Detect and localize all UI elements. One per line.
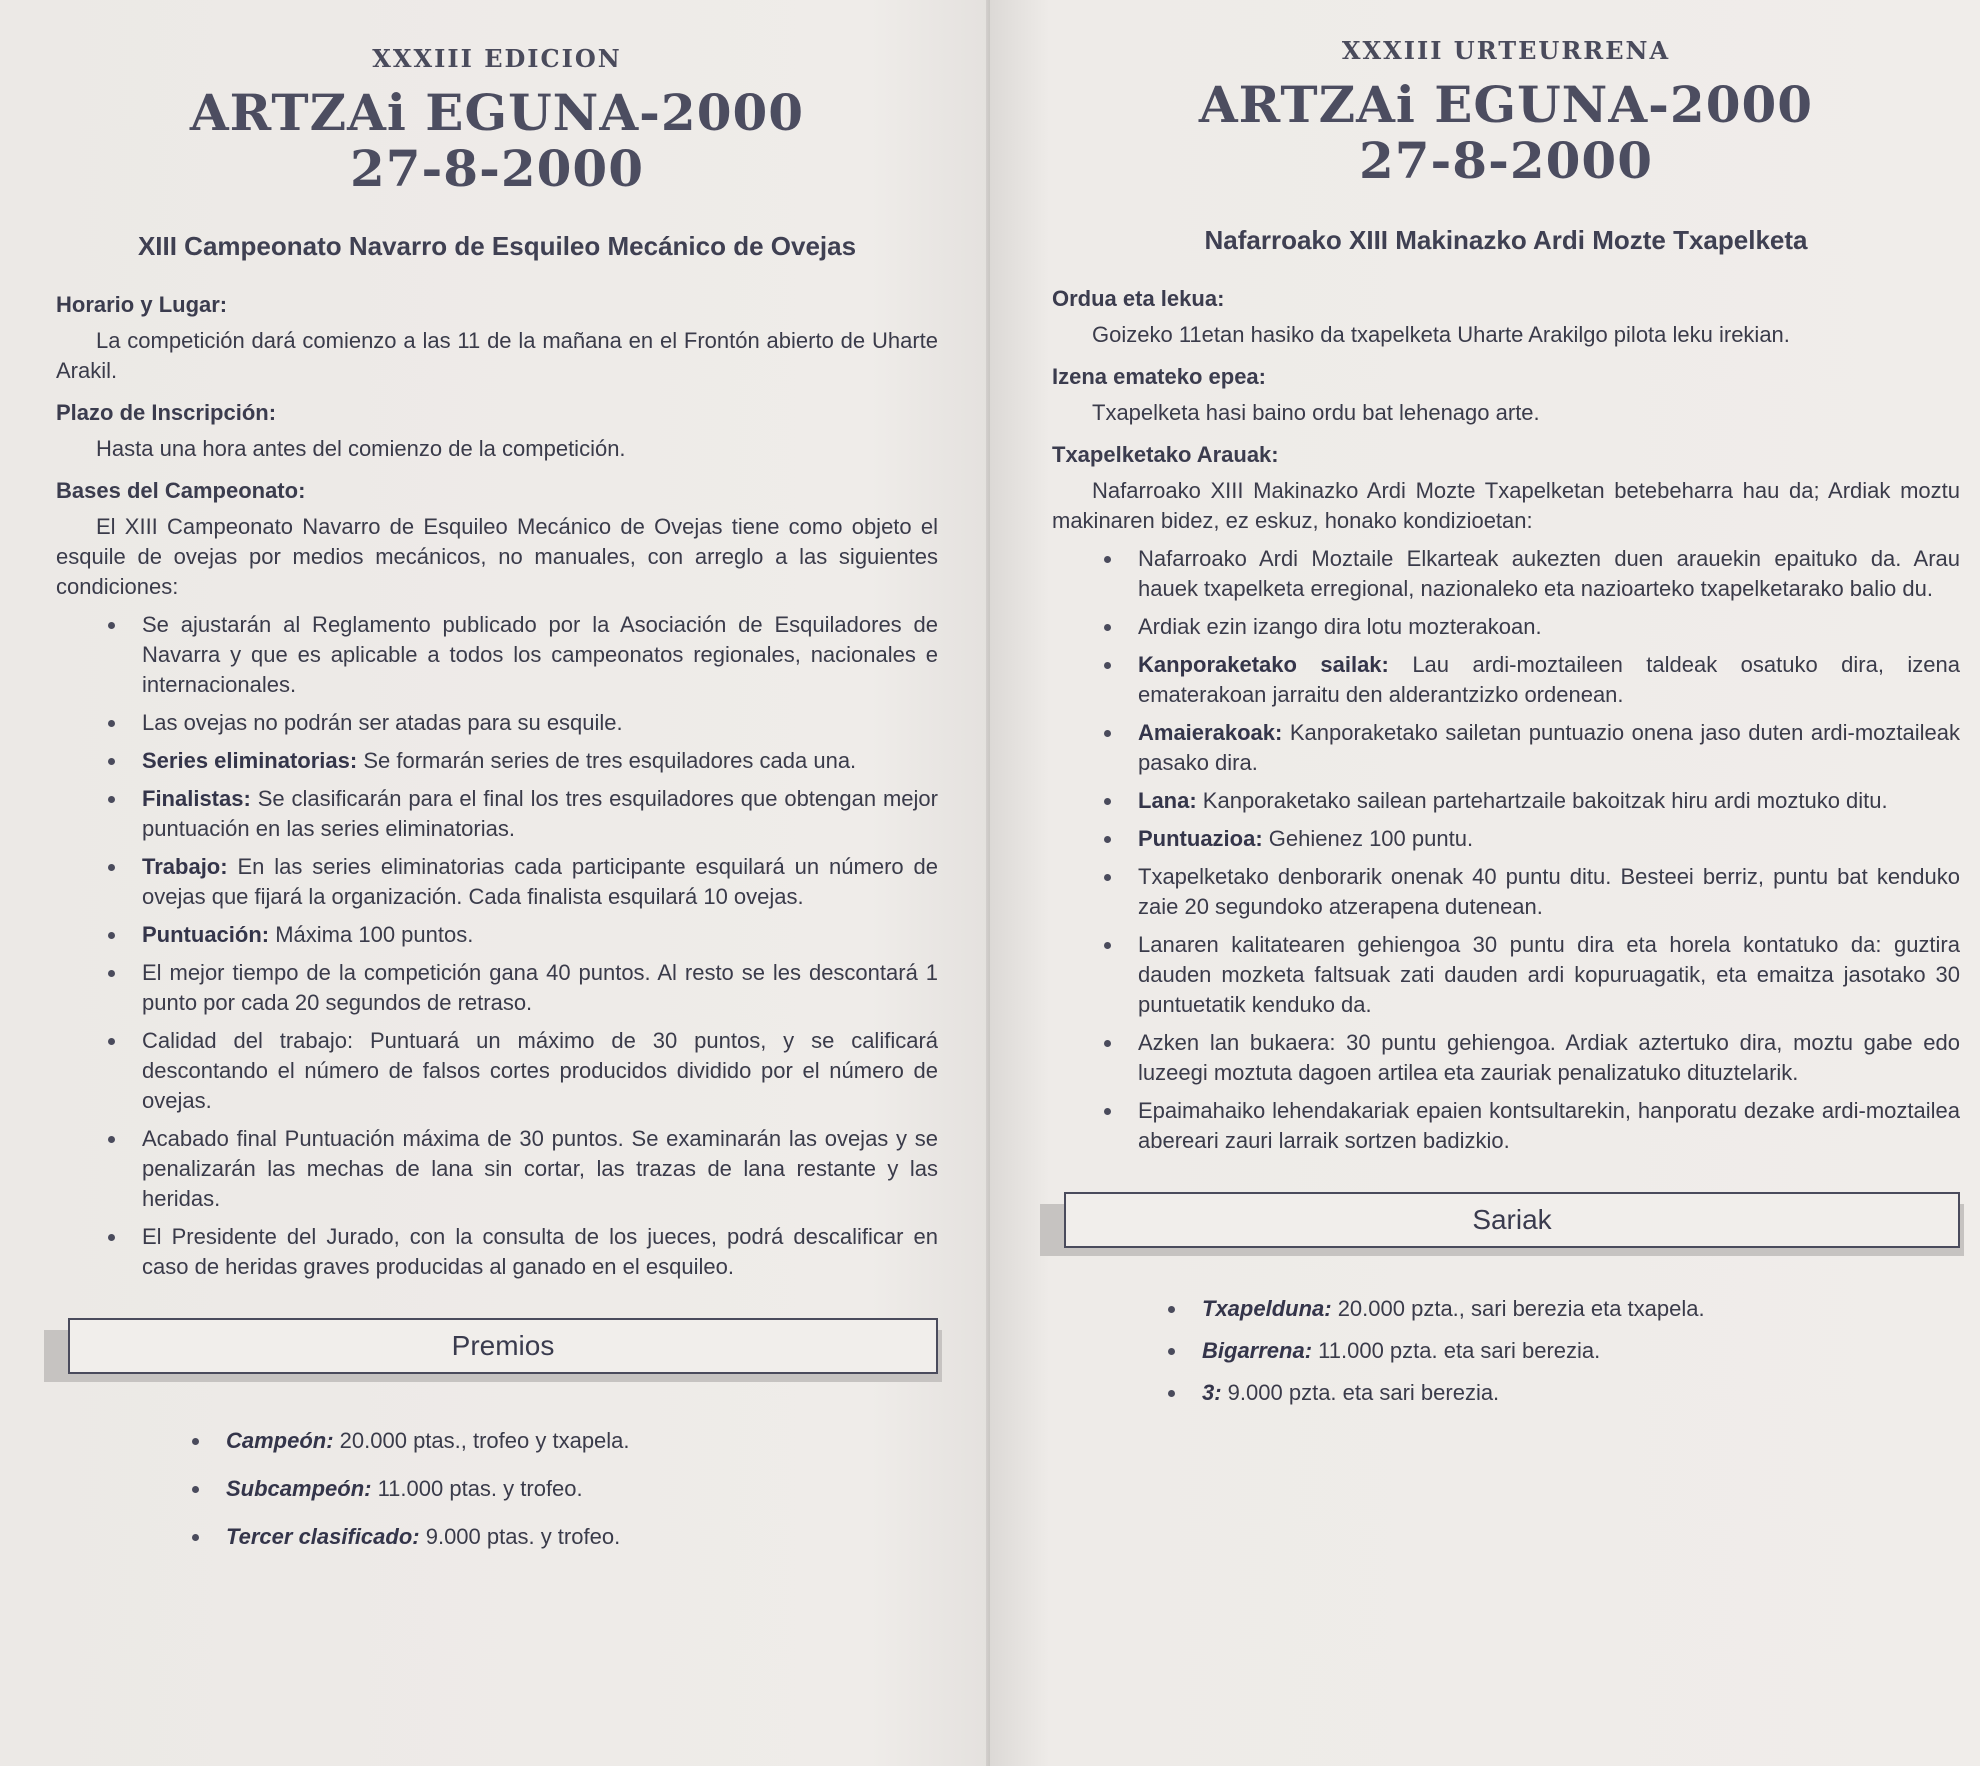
edition-label: XXXIII URTEURRENA [1341, 36, 1671, 65]
section-text: Txapelketa hasi baino ordu bat lehenago arte. [1092, 400, 1540, 425]
bullet-icon [108, 970, 115, 977]
section-text: Nafarroako XIII Makinazko Ardi Mozte Txapelketan betebeharra hau da; Ardiak moztu makinaren bidez, ez eskuz, honako kondizioetan: [1052, 478, 1960, 533]
section-heading: Izena emateko epea: [1052, 364, 1266, 389]
list-item: Trabajo: En las series eliminatorias cada participante esquilará un número de ovejas que fijará la organización. Cada finalista esquilará 10 ovejas. [142, 852, 938, 912]
bullet-icon [192, 1438, 199, 1445]
section-heading: Txapelketako Arauak: [1052, 442, 1279, 467]
list-item: Acabado final Puntuación máxima de 30 puntos. Se examinarán las ovejas y se penalizarán las mechas de lana sin cortar, las trazas de lana restante y las heridas. [142, 1124, 938, 1214]
bullet-icon [192, 1486, 199, 1493]
prizes-list [1052, 1294, 1960, 1408]
section-heading: Plazo de Inscripción: [56, 400, 277, 425]
prizes-header [56, 1318, 938, 1382]
list-item: Calidad del trabajo: Puntuará un máximo de 30 puntos, y se calificará descontando el número de falsos cortes producidos dividido por el número de ovejas. [142, 1026, 938, 1116]
bullet-icon [108, 1038, 115, 1045]
prizes-list [56, 1426, 938, 1552]
bullet-icon [1104, 942, 1111, 949]
list-item: Bigarrena: 11.000 pzta. eta sari berezia. [1202, 1336, 1960, 1366]
list-item: Lana: Kanporaketako sailean partehartzaile bakoitzak hiru ardi moztuko ditu. [1138, 786, 1960, 816]
bullet-icon [1104, 624, 1111, 631]
bullet-icon [1104, 1040, 1111, 1047]
prizes-title: Sariak [1064, 1192, 1960, 1248]
list-item: Amaierakoak: Kanporaketako sailetan puntuazio onena jaso duten ardi-moztaileak pasako dira. [1138, 718, 1960, 778]
section-text: Hasta una hora antes del comienzo de la competición. [96, 436, 626, 461]
list-item: 3: 9.000 pzta. eta sari berezia. [1202, 1378, 1960, 1408]
list-item: Subcampeón: 11.000 ptas. y trofeo. [226, 1474, 938, 1504]
list-item: Ardiak ezin izango dira lotu mozterakoan. [1138, 612, 1960, 642]
list-item: El mejor tiempo de la competición gana 40 puntos. Al resto se les descontará 1 punto por cada 20 segundos de retraso. [142, 958, 938, 1018]
bullet-icon [1104, 1108, 1111, 1115]
bullet-icon [108, 720, 115, 727]
event-date: 27-8-2000 [1358, 131, 1654, 190]
bullet-icon [1104, 556, 1111, 563]
bullet-icon [1104, 874, 1111, 881]
bullet-icon [1168, 1348, 1175, 1355]
bullet-icon [108, 796, 115, 803]
championship-subtitle: Nafarroako XIII Makinazko Ardi Mozte Txapelketa [1204, 225, 1808, 255]
bullet-icon [1104, 836, 1111, 843]
prizes-header [1052, 1192, 1960, 1256]
bullet-icon [108, 1136, 115, 1143]
event-title: ARTZAi EGUNA-2000 [189, 83, 805, 142]
right-page [990, 0, 1980, 1766]
championship-subtitle: XIII Campeonato Navarro de Esquileo Mecánico de Ovejas [137, 231, 857, 261]
bullet-icon [108, 1234, 115, 1241]
bullet-icon [108, 758, 115, 765]
list-item: Tercer clasificado: 9.000 ptas. y trofeo. [226, 1522, 938, 1552]
list-item: El Presidente del Jurado, con la consulta de los jueces, podrá descalificar en caso de heridas graves producidas al ganado en el esquileo. [142, 1222, 938, 1282]
list-item: Campeón: 20.000 ptas., trofeo y txapela. [226, 1426, 938, 1456]
bullet-icon [1168, 1306, 1175, 1313]
list-item: Txapelduna: 20.000 pzta., sari berezia eta txapela. [1202, 1294, 1960, 1324]
section-text: El XIII Campeonato Navarro de Esquileo Mecánico de Ovejas tiene como objeto el esquile de ovejas por medios mecánicos, no manuales, con arreglo a las siguientes condiciones: [56, 514, 938, 599]
event-date: 27-8-2000 [349, 139, 645, 198]
list-item: Kanporaketako sailak: Lau ardi-moztaileen taldeak osatuko dira, izena ematerakoan jarraitu den alderantzizko ordenean. [1138, 650, 1960, 710]
section-text: La competición dará comienzo a las 11 de la mañana en el Frontón abierto de Uharte Arakil. [56, 328, 938, 383]
list-item: Epaimahaiko lehendakariak epaien kontsultarekin, hanporatu dezake ardi-moztailea abereari zauri larraik sortzen badizkio. [1138, 1096, 1960, 1156]
list-item: Nafarroako Ardi Moztaile Elkarteak aukezten duen arauekin epaituko da. Arau hauek txapelketa erregional, nazionaleko eta nazioarteko txapelketarako balio du. [1138, 544, 1960, 604]
bullet-icon [1168, 1390, 1175, 1397]
bullet-icon [1104, 798, 1111, 805]
list-item: Series eliminatorias: Se formarán series de tres esquiladores cada una. [142, 746, 938, 776]
list-item: Lanaren kalitatearen gehiengoa 30 puntu dira eta horela kontatuko da: guztira dauden mozketa faltsuak zati dauden ardi kopuruagatik, eta emaitza jasotako 30 puntuetatik kenduko da. [1138, 930, 1960, 1020]
rules-list [1052, 544, 1960, 1156]
list-item: Finalistas: Se clasificarán para el final los tres esquiladores que obtengan mejor puntuación en las series eliminatorias. [142, 784, 938, 844]
event-title: ARTZAi EGUNA-2000 [1198, 75, 1814, 134]
list-item: Txapelketako denborarik onenak 40 puntu ditu. Besteei berriz, puntu bat kenduko zaie 20 segundoko atzerapena dutenean. [1138, 862, 1960, 922]
section-heading: Bases del Campeonato: [56, 478, 306, 503]
bullet-icon [108, 864, 115, 871]
list-item: Las ovejas no podrán ser atadas para su esquile. [142, 708, 938, 738]
prizes-title: Premios [68, 1318, 938, 1374]
rules-list [56, 610, 938, 1282]
bullet-icon [108, 932, 115, 939]
bullet-icon [1104, 730, 1111, 737]
list-item: Azken lan bukaera: 30 puntu gehiengoa. Ardiak aztertuko dira, moztu gabe edo luzeegi moztuta dagoen artilea eta zauriak penalizatuko dituztelarik. [1138, 1028, 1960, 1088]
section-text: Goizeko 11etan hasiko da txapelketa Uharte Arakilgo pilota leku irekian. [1092, 322, 1790, 347]
section-heading: Ordua eta lekua: [1052, 286, 1225, 311]
edition-label: XXXIII EDICION [372, 44, 622, 73]
bullet-icon [192, 1534, 199, 1541]
section-heading: Horario y Lugar: [56, 292, 228, 317]
bullet-icon [1104, 662, 1111, 669]
list-item: Puntuazioa: Gehienez 100 puntu. [1138, 824, 1960, 854]
list-item: Se ajustarán al Reglamento publicado por la Asociación de Esquiladores de Navarra y que es aplicable a todos los campeonatos regionales, nacionales e internacionales. [142, 610, 938, 700]
list-item: Puntuación: Máxima 100 puntos. [142, 920, 938, 950]
bullet-icon [108, 622, 115, 629]
